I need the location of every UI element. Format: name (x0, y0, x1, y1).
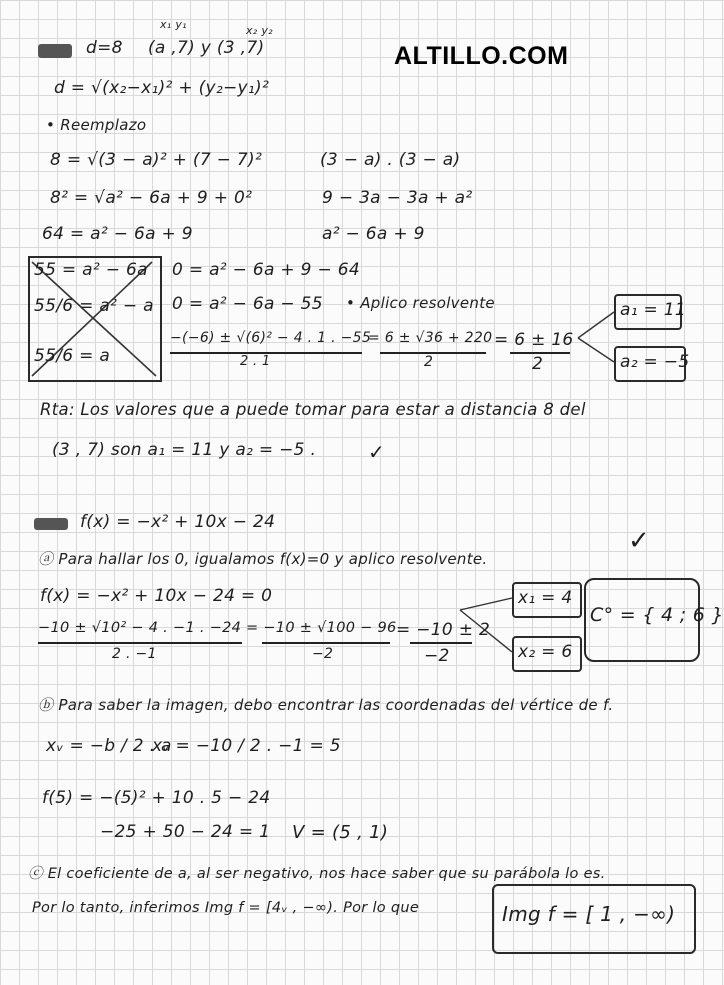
ex1-labels-point2: x₂ y₂ (246, 24, 273, 37)
ex2-part-c-line-1: ⓒ El coeficiente de a, al ser negativo, nos hace saber que su parábola lo es. (28, 866, 606, 882)
ex1-side-1: (3 − a) . (3 − a) (320, 150, 461, 170)
ex1-eq-2: 0 = a² − 6a − 55 (172, 294, 323, 314)
ex1-check-mark: ✓ (368, 440, 386, 464)
ex2-check-mark: ✓ (628, 526, 651, 556)
exercise-2-marker (34, 518, 68, 530)
ex1-apply-label: • Aplico resolvente (346, 294, 495, 312)
ex2-zeros-set: C° = { 4 ; 6 } (590, 604, 724, 626)
ex1-step-3: 64 = a² − 6a + 9 (42, 224, 193, 244)
ex2-part-a: ⓐ Para hallar los 0, igualamos f(x)=0 y aplico resolvente. (38, 550, 488, 568)
watermark-logo: ALTILLO.COM (394, 42, 569, 70)
ex2-function: f(x) = −x² + 10x − 24 (80, 512, 276, 532)
ex2-image: Img f = [ 1 , −∞) (502, 902, 676, 926)
ex2-part-b: ⓑ Para saber la imagen, debo encontrar las coordenadas del vértice de f. (38, 696, 614, 714)
ex1-root-1: a₁ = 11 (620, 300, 687, 320)
ex1-root-2: a₂ = −5 (620, 352, 690, 372)
ex1-statement-points: (a ,7) y (3 ,7) (148, 38, 265, 58)
ex1-answer-line-1: Rta: Los valores que a puede tomar para estar a distancia 8 del (40, 400, 586, 419)
ex1-replace-label: • Reemplazo (46, 116, 147, 134)
ex1-crossed-line-2: 55/6 = a² − a (34, 296, 154, 316)
ex2-root-2: x₂ = 6 (518, 642, 573, 662)
ex2-quadratic-1: −10 ± √10² − 4 . −1 . −24 (38, 620, 242, 636)
ex1-quadratic-1: −(−6) ± √(6)² − 4 . 1 . −55 (170, 330, 372, 346)
ex2-xv-calc: xᵥ = −10 / 2 . −1 = 5 (152, 736, 341, 756)
ex2-quadratic-2-den: −2 (312, 646, 334, 662)
ex2-quadratic-1-den: 2 . −1 (112, 646, 157, 662)
ex1-quadratic-2-den: 2 (424, 354, 434, 370)
ex2-fraction-bar-3 (410, 642, 472, 644)
ex1-side-2: 9 − 3a − 3a + a² (322, 188, 473, 208)
ex2-f5: f(5) = −(5)² + 10 . 5 − 24 (42, 788, 271, 808)
ex2-root-1: x₁ = 4 (518, 588, 573, 608)
ex1-answer-line-2: (3 , 7) son a₁ = 11 y a₂ = −5 . (52, 440, 317, 460)
ex1-crossed-line-1: 55 = a² − 6a (34, 260, 148, 280)
ex2-eq-zero: f(x) = −x² + 10x − 24 = 0 (40, 586, 273, 606)
ex1-statement-d: d=8 (86, 38, 123, 58)
ex1-quadratic-1-den: 2 . 1 (240, 354, 271, 369)
ex2-quadratic-3: = −10 ± 2 (396, 620, 491, 640)
ex1-quadratic-2: = 6 ± √36 + 220 (368, 330, 493, 346)
ex2-xv-formula: xᵥ = −b / 2 . a (46, 736, 172, 756)
ex1-distance-formula: d = √(x₂−x₁)² + (y₂−y₁)² (54, 78, 270, 98)
ex2-f5-calc: −25 + 50 − 24 = 1 (100, 822, 271, 842)
ex1-step-2: 8² = √a² − 6a + 9 + 0² (50, 188, 253, 208)
ex1-step-1: 8 = √(3 − a)² + (7 − 7)² (50, 150, 263, 170)
ex1-eq-1: 0 = a² − 6a + 9 − 64 (172, 260, 360, 280)
ex1-crossed-line-3: 55/6 = a (34, 346, 111, 366)
ex2-part-c-line-2: Por lo tanto, inferimos Img f = [4ᵥ , −∞). Por lo que (32, 900, 420, 916)
ex1-quadratic-3: = 6 ± 16 (494, 330, 574, 350)
ex1-quadratic-3-den: 2 (532, 354, 544, 374)
ex2-quadratic-3-den: −2 (424, 646, 450, 666)
ex2-fraction-bar-1 (38, 642, 242, 644)
ex1-labels-point1: x₁ y₁ (160, 18, 187, 31)
ex2-quadratic-2: = −10 ± √100 − 96 (246, 620, 397, 636)
ex2-vertex: V = (5 , 1) (292, 822, 389, 843)
ex2-fraction-bar-2 (262, 642, 390, 644)
ex1-side-3: a² − 6a + 9 (322, 224, 425, 244)
